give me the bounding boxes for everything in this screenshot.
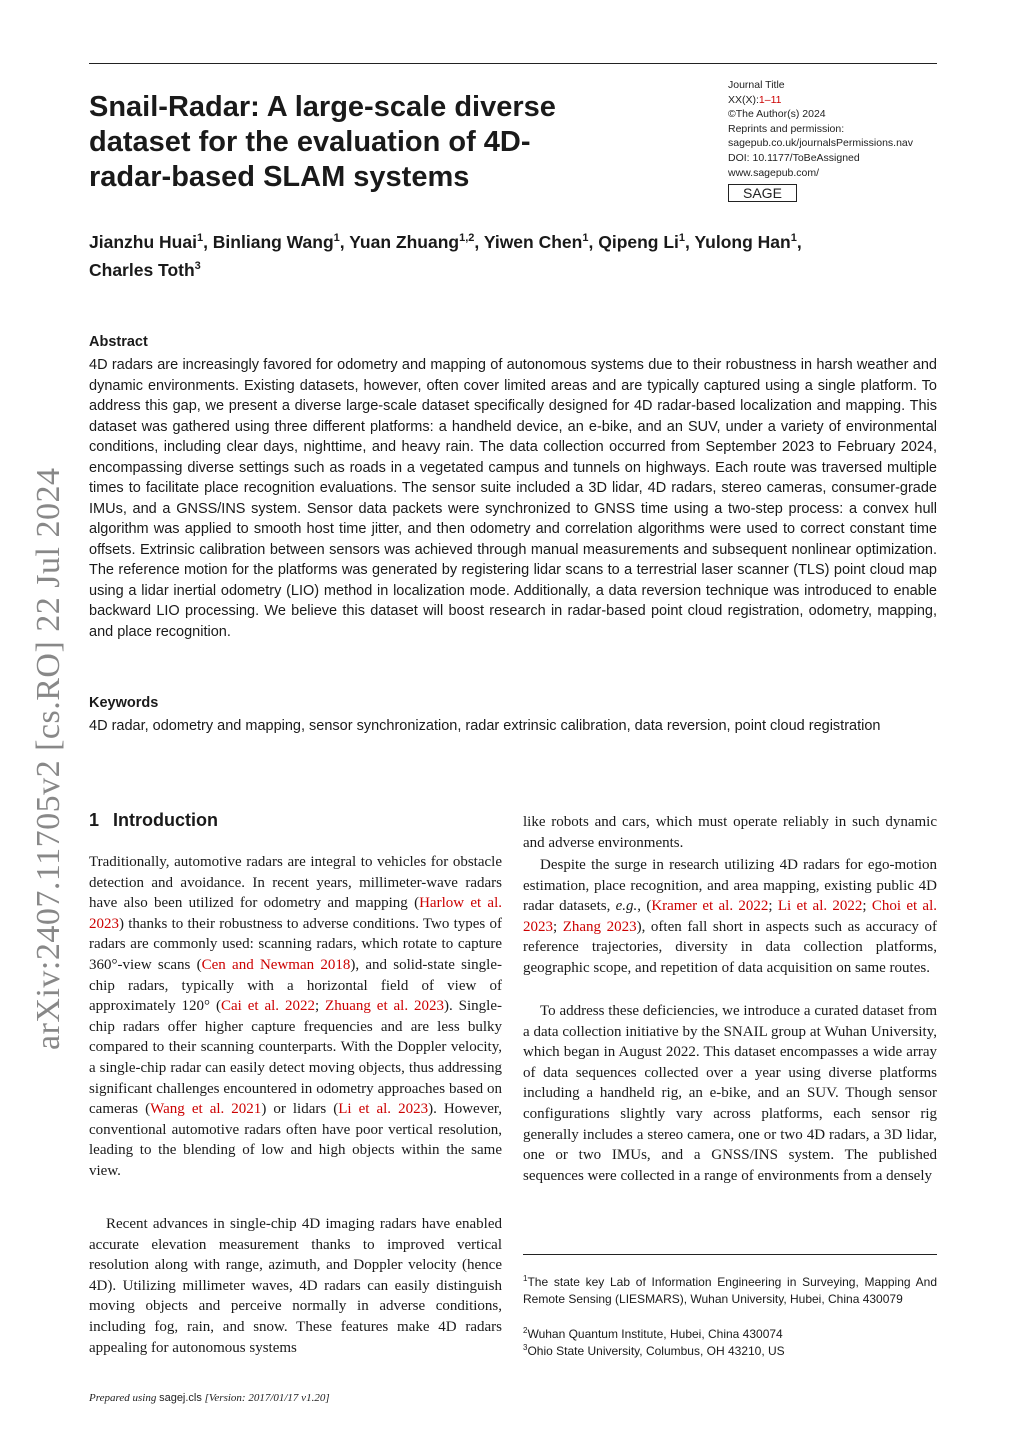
intro-paragraph-3: Despite the surge in research utilizing 4D radars for ego-motion estimation, place recognition, and area mapping, existing public 4D radar datasets, e.g., (Kramer et al. 2022; Li et al. 2022; Choi et al. 2023; Zhang 2023), often fall short in aspects such as accuracy of reference trajectories, diversity in data collection platforms, geographic scope, and repetition of data acquisition on same routes. [523, 857, 937, 976]
citation-link[interactable]: Cai et al. 2022 [220, 998, 315, 1015]
section-heading [89, 810, 218, 831]
journal-info [728, 78, 948, 203]
intro-paragraph-1: Traditionally, automotive radars are integral to vehicles for obstacle detection and avoidance. In recent years, millimeter-wave radars have also been utilized for odometry and mapping (Harlow et al. 2023) thanks to their robustness to adverse conditions. Two types of radars are commonly used: scanning radars, which rotate to capture 360°-view scans (Cen and Newman 2018), and solid-state single-chip radars, typically with a horizontal field of view of approximately 120° (Cai et al. 2022; Zhuang et al. 2023). Single-chip radars offer higher capture frequencies and are less bulky compared to their scanning counterparts. With the Doppler velocity, a single-chip radar can easily detect moving objects, thus addressing significant challenges encountered in odometry approaches based on cameras (Wang et al. 2021) or lidars (Li et al. 2023). However, conventional automotive radars often have poor vertical resolution, leading to the blending of low and high objects within the same view. [89, 854, 503, 1179]
footnote-affiliation-2: $^2$Wuhan Quantum Institute, Hubei, China 430074 [523, 1326, 783, 1341]
author-affiliation-mark: 1 [678, 232, 686, 244]
footnote-affiliation-3: $^3$Ohio State University, Columbus, OH 43210, US [523, 1343, 785, 1358]
citation-link[interactable]: Cen and Newman 2018 [201, 956, 351, 973]
section-number: 1 [89, 810, 100, 830]
citation-link[interactable]: Zhuang et al. 2023 [325, 998, 445, 1015]
citation-link[interactable]: Zhang 2023 [562, 918, 637, 935]
author-name: Yuan Zhuang [349, 231, 460, 252]
intro-paragraph-4: To address these deficiencies, we introduce a curated dataset from a data collection initiative by the SNAIL group at Wuhan University, which began in August 2022. This dataset encompasses a wide array of data sequences collected over a year using diverse platforms including a handheld rig, an e-bike, and an SUV. Though sensor configurations slightly vary across platforms, each sensor rig generally includes a stereo camera, one or two 4D radars, a 3D lidar, one or two IMUs, and a GNSS/INS system. The published sequences were collected in a range of environments from a densely [523, 1003, 937, 1184]
journal-permissions-url: sagepub.co.uk/journalsPermissions.nav [728, 137, 914, 150]
author-name: Yulong Han [694, 231, 791, 252]
keywords-text: 4D radar, odometry and mapping, sensor synchronization, radar extrinsic calibration, data reversion, point cloud registration [89, 718, 881, 734]
author-name: Yiwen Chen [483, 231, 583, 252]
footnote-rule [523, 1254, 937, 1255]
author-affiliation-mark: 1 [196, 232, 204, 244]
citation-link[interactable]: Li et al. 2023 [338, 1101, 429, 1118]
paper-title: Snail-Radar: A large-scale diverse dataset for the evaluation of 4D-radar-based SLAM systems [89, 91, 556, 193]
footnote-affiliation-1: $^1$The state key Lab of Information Engineering in Surveying, Mapping And Remote Sensing (LIESMARS), Wuhan University, Hubei, China 430079 [523, 1274, 937, 1306]
page-footer: Prepared using sagej.cls [Version: 2017/01/17 v1.20] [89, 1392, 330, 1404]
intro-paragraph-2-continued: like robots and cars, which must operate reliably in such dynamic and adverse environments. [523, 814, 937, 851]
author-name: Jianzhu Huai [89, 231, 197, 252]
journal-website: www.sagepub.com/ [728, 166, 820, 179]
citation-link[interactable]: Choi et al. 2023 [523, 898, 937, 935]
journal-copyright: ©The Author(s) 2024 [728, 108, 826, 121]
author-name: Qipeng Li [598, 231, 679, 252]
abstract-text: 4D radars are increasingly favored for odometry and mapping of autonomous systems due to their robustness in harsh weather and dynamic environments. Existing datasets, however, often cover limited areas and are typically captured using a single platform. To address this gap, we present a diverse large-scale dataset specifically designed for 4D radar-based localization and mapping. This dataset was gathered using three different platforms: a handheld device, an e-bike, and an SUV, under a variety of environmental conditions, including clear days, nighttime, and heavy rain. The data collection occurred from September 2023 to February 2024, encompassing diverse settings such as roads in a vegetated campus and tunnels on highways. Each route was traversed multiple times to facilitate place recognition evaluations. The sensor suite included a 3D lidar, 4D radars, stereo cameras, consumer-grade IMUs, and a GNSS/INS system. Sensor data packets were synchronized to GNSS time using a two-step process: a convex hull algorithm was applied to smooth host time jitter, and then odometry and correlation algorithms were used to correct constant time offsets. Extrinsic calibration between sensors was achieved through manual measurements and subsequent nonlinear optimization. The reference motion for the platforms was generated by registering lidar scans to a terrestrial laser scanner (TLS) point cloud map using a lidar inertial odometry (LIO) method in localization mode. Additionally, a data reversion technique was introduced to enable backward LIO processing. We believe this dataset will boost research in radar-based point cloud registration, odometry, mapping, and place recognition. [89, 357, 937, 640]
journal-volume: XX(X):1–11 [728, 93, 782, 106]
author-name: Charles Toth [89, 259, 195, 280]
arxiv-stamp: arXiv:2407.11705v2 [cs.RO] 22 Jul 2024 [30, 467, 67, 1050]
citation-link[interactable]: Kramer et al. 2022 [651, 898, 769, 915]
citation-link[interactable]: Li et al. 2022 [777, 898, 863, 915]
publisher-logo: SAGE [728, 184, 797, 202]
journal-reprints: Reprints and permission: [728, 122, 845, 135]
author-affiliation-mark: 1 [582, 232, 589, 244]
journal-doi: DOI: 10.1177/ToBeAssigned [728, 151, 860, 164]
journal-title: Journal Title [728, 79, 785, 91]
citation-link[interactable]: Wang et al. 2021 [150, 1101, 262, 1118]
section-title: Introduction [113, 810, 218, 830]
author-list: Jianzhu Huai$^1$, Binliang Wang$^1$, Yuan Zhuang$^{1,2}$, Yiwen Chen$^1$, Qipeng Li$^1$, Yulong Han$^1$, Charles Toth$^3$ [89, 231, 802, 280]
keywords-heading: Keywords [89, 695, 159, 711]
author-affiliation-mark: 3 [194, 259, 201, 272]
author-name: Binliang Wang [212, 231, 334, 252]
citation-link[interactable]: Harlow et al. 2023 [89, 895, 503, 932]
italic-text: e.g. [615, 898, 638, 915]
author-affiliation-mark: 1,2 [459, 232, 475, 244]
header-rule [89, 63, 937, 64]
intro-paragraph-2: Recent advances in single-chip 4D imaging radars have enabled accurate elevation measurement thanks to improved vertical resolution along with range, azimuth, and Doppler velocity (hence 4D). Utilizing millimeter waves, 4D radars can easily distinguish moving objects and perceive normally in adverse conditions, including fog, rain, and snow. These features make 4D radars appealing for autonomous systems [89, 1216, 502, 1356]
abstract-heading: Abstract [89, 334, 148, 350]
author-affiliation-mark: 1 [333, 232, 340, 244]
author-affiliation-mark: 1 [790, 232, 797, 244]
journal-pages-link[interactable]: 1–11 [758, 93, 782, 106]
